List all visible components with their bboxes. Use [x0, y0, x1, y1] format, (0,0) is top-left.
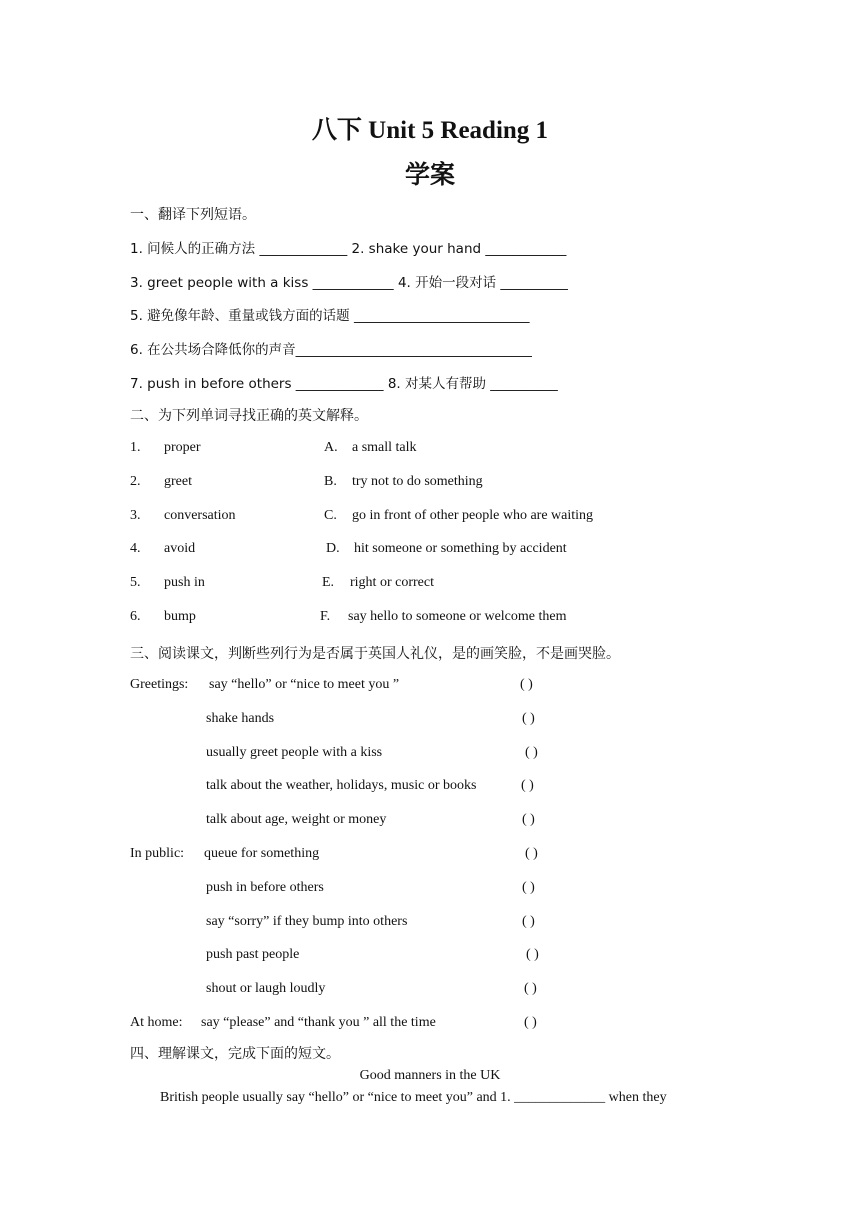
section-2-heading: 二、为下列单词寻找正确的英文解释。	[130, 408, 368, 424]
behavior-text: push past people	[206, 947, 300, 962]
match-number: 4.	[130, 541, 141, 556]
match-word: bump	[164, 609, 196, 624]
match-definition: try not to do something	[352, 474, 483, 489]
page-subtitle: 学案	[404, 160, 455, 189]
match-row	[130, 508, 593, 524]
category-label-home: At home:	[130, 1015, 183, 1030]
match-definition: hit someone or something by accident	[354, 541, 567, 556]
match-letter: B.	[324, 474, 337, 489]
match-word: proper	[164, 440, 201, 455]
match-definition: right or correct	[350, 575, 434, 590]
answer-parentheses[interactable]: ( )	[521, 778, 534, 793]
section-1-heading: 一、翻译下列短语。	[130, 207, 256, 223]
answer-parentheses[interactable]: ( )	[524, 1015, 537, 1030]
story-paragraph: British people usually say “hello” or “nice to meet you” and 1. _____________ when they	[160, 1090, 667, 1105]
answer-parentheses[interactable]: ( )	[525, 745, 538, 760]
behavior-text: usually greet people with a kiss	[206, 745, 383, 760]
answer-parentheses[interactable]: ( )	[524, 981, 537, 996]
category-label-public: In public:	[130, 846, 185, 861]
section-4-heading: 四、理解课文，完成下面的短文。	[130, 1046, 340, 1062]
match-word: push in	[164, 575, 205, 590]
story-title: Good manners in the UK	[359, 1068, 501, 1083]
behavior-text: say “please” and “thank you ” all the time	[201, 1015, 436, 1030]
match-definition: say hello to someone or welcome them	[348, 609, 567, 624]
answer-parentheses[interactable]: ( )	[525, 846, 538, 861]
answer-parentheses[interactable]: ( )	[522, 880, 535, 895]
match-number: 3.	[130, 508, 141, 523]
match-number: 5.	[130, 575, 141, 590]
phrase-line: 5. 避免像年龄、重量或钱方面的话题 __________________________	[130, 308, 530, 324]
behavior-text: push in before others	[206, 880, 324, 895]
phrase-line: 1. 问候人的正确方法 _____________ 2. shake your hand ____________	[130, 241, 567, 257]
answer-parentheses[interactable]: ( )	[520, 677, 533, 692]
match-letter: E.	[322, 575, 335, 590]
match-row	[130, 575, 434, 591]
behavior-text: talk about the weather, holidays, music or books	[206, 778, 477, 793]
behavior-text: say “sorry” if they bump into others	[206, 914, 408, 929]
answer-parentheses[interactable]: ( )	[522, 914, 535, 929]
page-title: 八下 Unit 5 Reading 1	[311, 117, 549, 144]
match-row	[130, 609, 567, 625]
behavior-text: say “hello” or “nice to meet you ”	[209, 677, 400, 692]
answer-parentheses[interactable]: ( )	[526, 947, 539, 962]
match-definition: a small talk	[352, 440, 417, 455]
match-word: greet	[164, 474, 192, 489]
section-3-heading: 三、阅读课文，判断些列行为是否属于英国人礼仪，是的画笑脸，不是画哭脸。	[130, 646, 620, 662]
match-row	[130, 440, 417, 456]
match-number: 1.	[130, 440, 141, 455]
match-number: 6.	[130, 609, 141, 624]
match-number: 2.	[130, 474, 141, 489]
match-letter: F.	[320, 609, 331, 624]
phrase-line: 6. 在公共场合降低你的声音___________________________________	[130, 342, 532, 358]
phrase-line: 7. push in before others _____________ 8. 对某人有帮助 __________	[130, 376, 558, 392]
match-row	[130, 474, 483, 490]
phrase-line: 3. greet people with a kiss ____________ 4. 开始一段对话 __________	[130, 275, 568, 291]
behavior-text: talk about age, weight or money	[206, 812, 387, 827]
match-word: conversation	[164, 508, 236, 523]
match-letter: C.	[324, 508, 337, 523]
match-row	[130, 541, 567, 557]
answer-parentheses[interactable]: ( )	[522, 711, 535, 726]
category-label-greetings: Greetings:	[130, 677, 189, 692]
match-letter: D.	[326, 541, 340, 556]
behavior-text: shake hands	[206, 711, 275, 726]
behavior-text: queue for something	[204, 846, 320, 861]
match-word: avoid	[164, 541, 196, 556]
match-definition: go in front of other people who are waiting	[352, 508, 594, 523]
behavior-text: shout or laugh loudly	[206, 981, 326, 996]
match-letter: A.	[324, 440, 338, 455]
answer-parentheses[interactable]: ( )	[522, 812, 535, 827]
